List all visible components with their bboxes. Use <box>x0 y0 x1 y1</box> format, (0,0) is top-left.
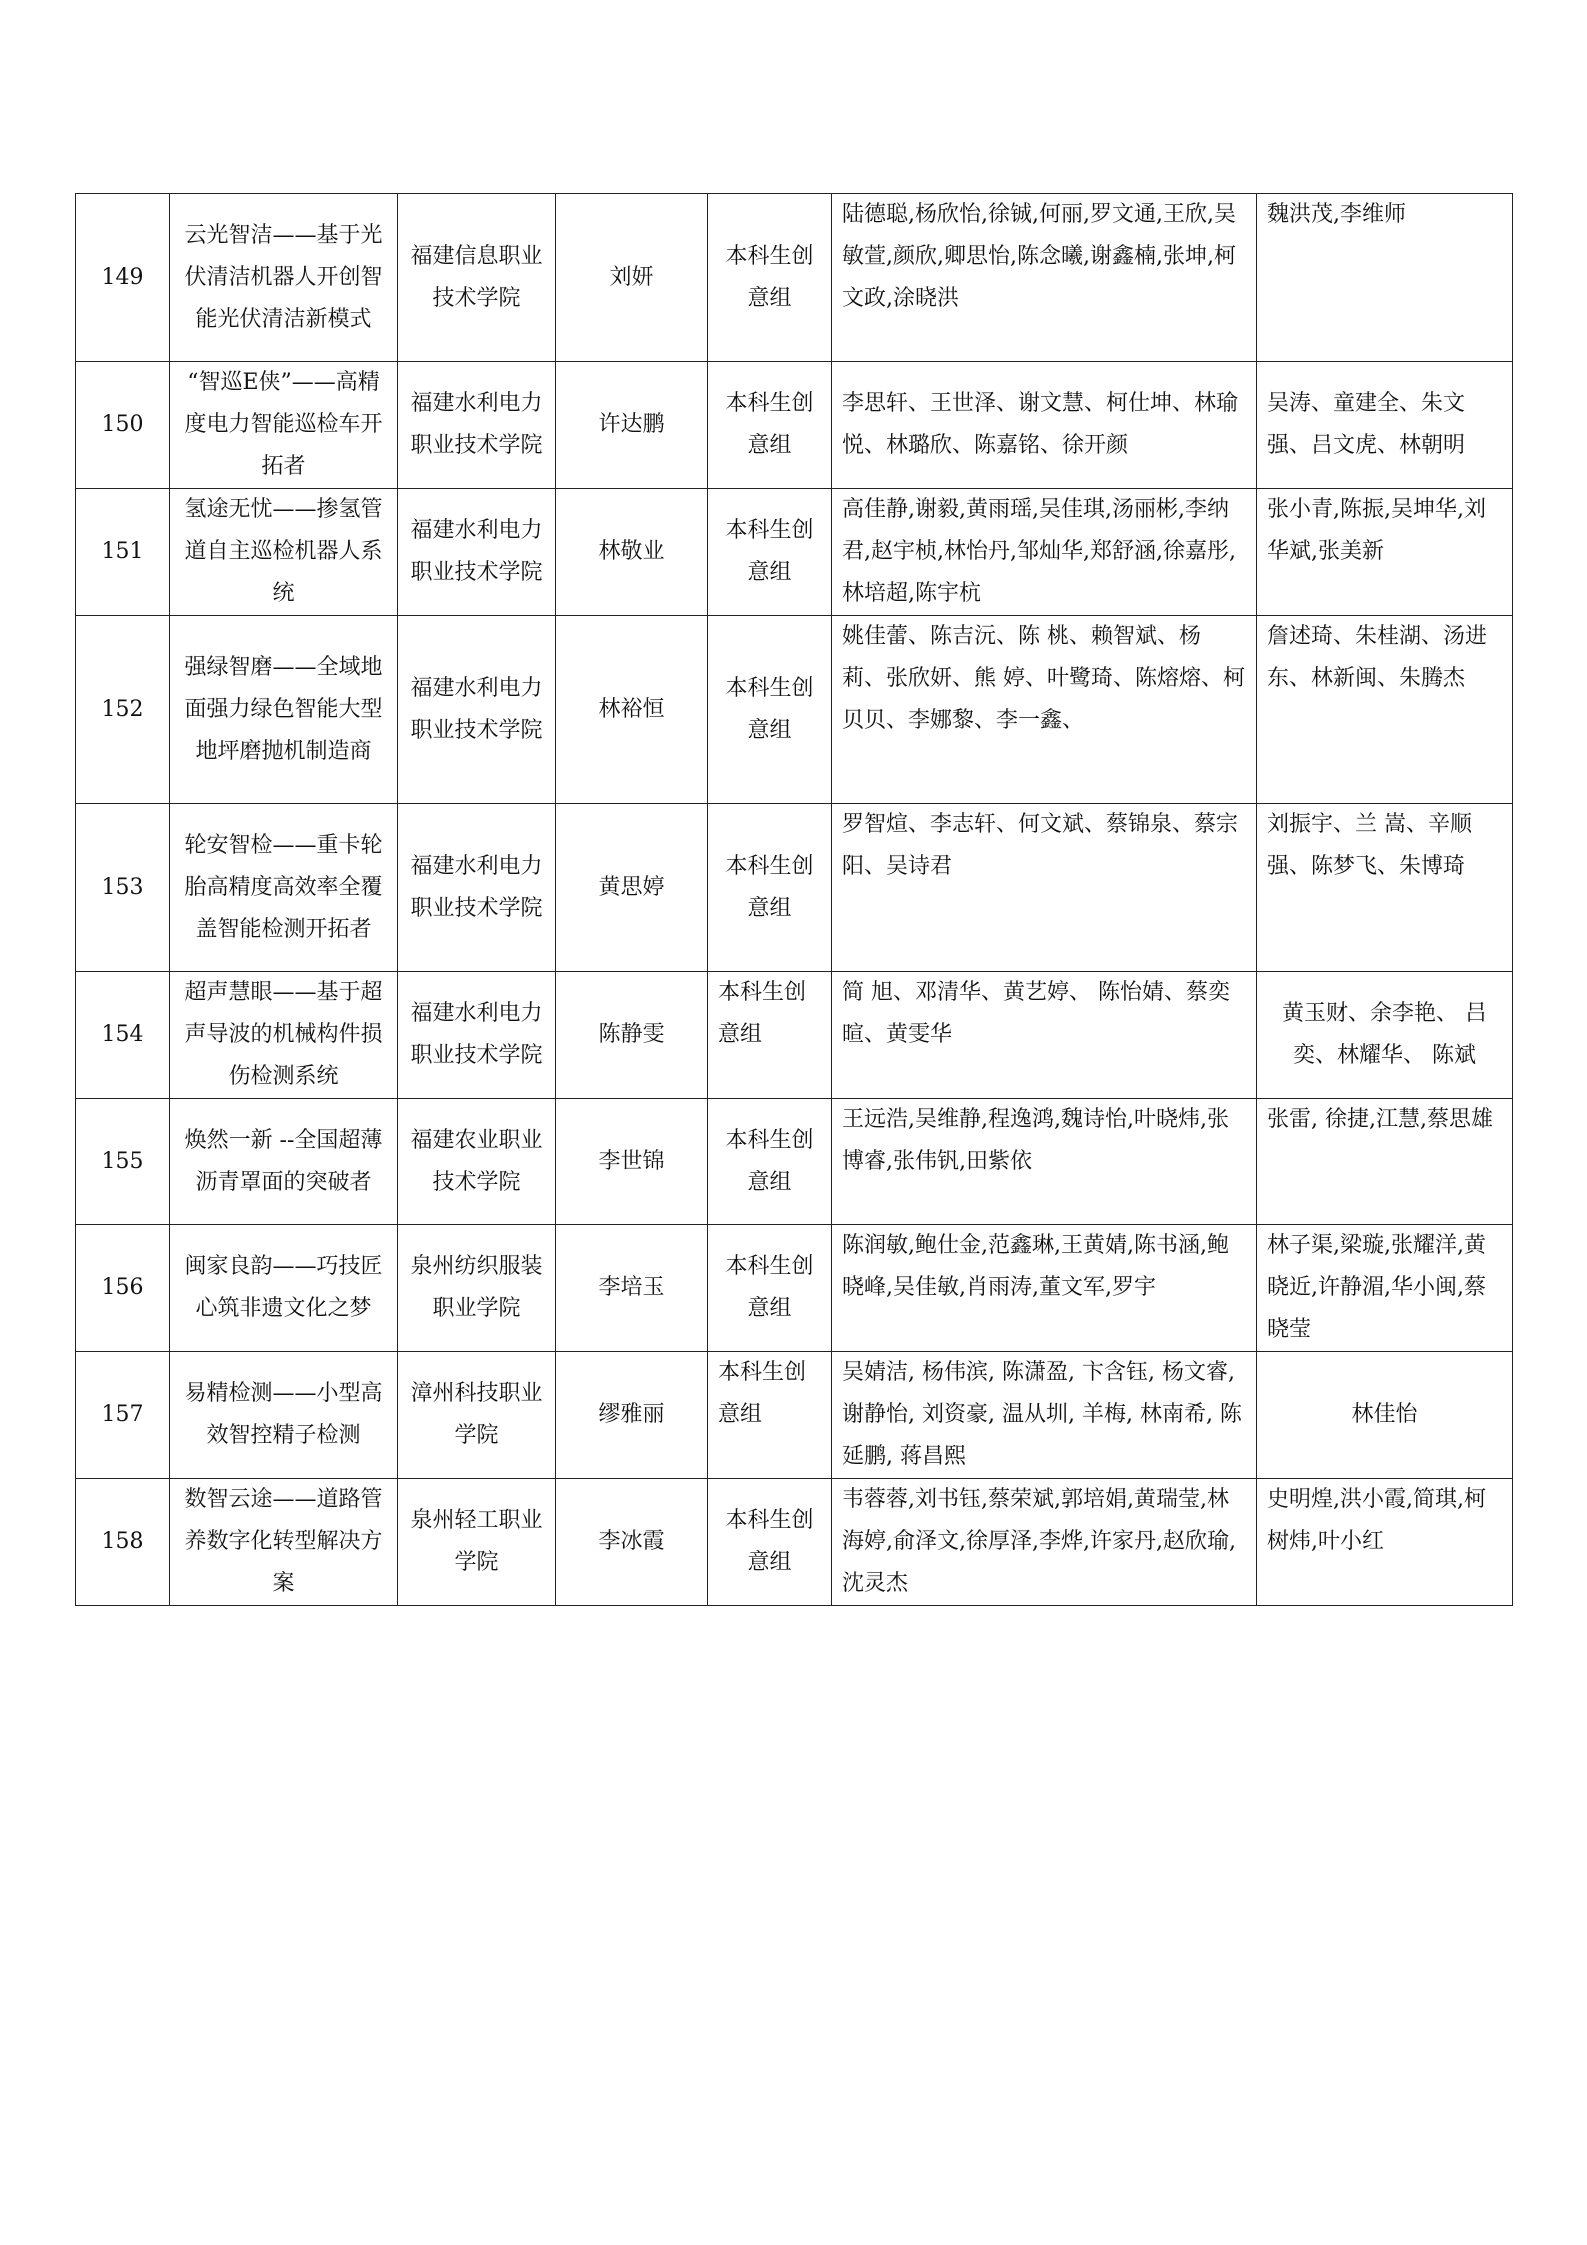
cell-group: 本科生创意组 <box>708 1479 832 1606</box>
cell-project-name: 数智云途——道路管养数字化转型解决方案 <box>170 1479 398 1606</box>
cell-project-name: 氢途无忧——掺氢管道自主巡检机器人系统 <box>170 489 398 616</box>
cell-project-name: 云光智洁——基于光伏清洁机器人开创智能光伏清洁新模式 <box>170 194 398 362</box>
cell-school: 漳州科技职业学院 <box>398 1352 556 1479</box>
table-row <box>76 1352 1513 1479</box>
table-row <box>76 194 1513 362</box>
cell-school: 福建信息职业技术学院 <box>398 194 556 362</box>
cell-number: 151 <box>76 489 170 616</box>
cell-project-name: 易精检测——小型高效智控精子检测 <box>170 1352 398 1479</box>
cell-group: 本科生创意组 <box>708 804 832 972</box>
cell-advisor: 陈静雯 <box>556 972 708 1099</box>
cell-members: 李思轩、王世泽、谢文慧、柯仕坤、林瑜悦、林璐欣、陈嘉铭、徐开颜 <box>832 362 1257 489</box>
cell-project-name: 闽家良韵——巧技匠心筑非遗文化之梦 <box>170 1225 398 1352</box>
cell-group: 本科生创意组 <box>708 972 832 1099</box>
cell-number: 153 <box>76 804 170 972</box>
cell-teachers: 吴涛、童建全、朱文强、吕文虎、林朝明 <box>1257 362 1513 489</box>
cell-members: 韦蓉蓉,刘书钰,蔡荣斌,郭培娟,黄瑞莹,林海婷,俞泽文,徐厚泽,李烨,许家丹,赵欣瑜,沈灵杰 <box>832 1479 1257 1606</box>
table-row <box>76 1099 1513 1225</box>
cell-members: 姚佳蕾、陈吉沅、陈 桃、赖智斌、杨 莉、张欣妍、熊 婷、叶鹭琦、陈熔熔、柯贝贝、李娜黎、李一鑫、 <box>832 616 1257 804</box>
cell-members: 王远浩,吴维静,程逸鸿,魏诗怡,叶晓炜,张博睿,张伟钒,田紫依 <box>832 1099 1257 1225</box>
table-row <box>76 804 1513 972</box>
cell-number: 152 <box>76 616 170 804</box>
cell-school: 福建水利电力职业技术学院 <box>398 616 556 804</box>
cell-advisor: 缪雅丽 <box>556 1352 708 1479</box>
cell-teachers: 刘振宇、兰 嵩、辛顺强、陈梦飞、朱博琦 <box>1257 804 1513 972</box>
cell-group: 本科生创意组 <box>708 1225 832 1352</box>
cell-members: 罗智煊、李志轩、何文斌、蔡锦泉、蔡宗阳、吴诗君 <box>832 804 1257 972</box>
cell-number: 149 <box>76 194 170 362</box>
cell-advisor: 李世锦 <box>556 1099 708 1225</box>
table-row <box>76 489 1513 616</box>
cell-group: 本科生创意组 <box>708 362 832 489</box>
cell-school: 福建水利电力职业技术学院 <box>398 362 556 489</box>
table-row <box>76 972 1513 1099</box>
cell-group: 本科生创意组 <box>708 489 832 616</box>
cell-teachers: 张雷, 徐捷,江慧,蔡思雄 <box>1257 1099 1513 1225</box>
cell-members: 高佳静,谢毅,黄雨瑶,吴佳琪,汤丽彬,李纳君,赵宇桢,林怡丹,邹灿华,郑舒涵,徐嘉彤,林培超,陈宇杭 <box>832 489 1257 616</box>
cell-school: 福建水利电力职业技术学院 <box>398 489 556 616</box>
table-row <box>76 1225 1513 1352</box>
cell-group: 本科生创意组 <box>708 194 832 362</box>
cell-members: 吴婧洁, 杨伟滨, 陈潇盈, 卞含钰, 杨文睿, 谢静怡, 刘资豪, 温从圳, 羊梅, 林南希, 陈延鹏, 蒋昌熙 <box>832 1352 1257 1479</box>
cell-teachers: 詹述琦、朱桂湖、汤进东、林新闽、朱腾杰 <box>1257 616 1513 804</box>
table-row <box>76 362 1513 489</box>
cell-advisor: 林裕恒 <box>556 616 708 804</box>
cell-number: 157 <box>76 1352 170 1479</box>
cell-number: 154 <box>76 972 170 1099</box>
cell-members: 陈润敏,鲍仕金,范鑫琳,王黄婧,陈书涵,鲍晓峰,吴佳敏,肖雨涛,董文军,罗宇 <box>832 1225 1257 1352</box>
cell-school: 泉州纺织服装职业学院 <box>398 1225 556 1352</box>
award-table <box>75 193 1513 1606</box>
table-row <box>76 1479 1513 1606</box>
cell-advisor: 林敬业 <box>556 489 708 616</box>
cell-teachers: 张小青,陈振,吴坤华,刘华斌,张美新 <box>1257 489 1513 616</box>
cell-advisor: 许达鹏 <box>556 362 708 489</box>
cell-group: 本科生创意组 <box>708 1352 832 1479</box>
cell-number: 156 <box>76 1225 170 1352</box>
cell-teachers: 林佳怡 <box>1257 1352 1513 1479</box>
cell-teachers: 魏洪茂,李维师 <box>1257 194 1513 362</box>
cell-advisor: 李冰霞 <box>556 1479 708 1606</box>
cell-project-name: 轮安智检——重卡轮胎高精度高效率全覆盖智能检测开拓者 <box>170 804 398 972</box>
cell-teachers: 史明煌,洪小霞,简琪,柯树炜,叶小红 <box>1257 1479 1513 1606</box>
cell-number: 158 <box>76 1479 170 1606</box>
cell-members: 简 旭、邓清华、黄艺婷、 陈怡婧、蔡奕暄、黄雯华 <box>832 972 1257 1099</box>
cell-advisor: 黄思婷 <box>556 804 708 972</box>
table-row <box>76 616 1513 804</box>
cell-advisor: 刘妍 <box>556 194 708 362</box>
cell-project-name: 焕然一新 --全国超薄沥青罩面的突破者 <box>170 1099 398 1225</box>
cell-school: 福建农业职业技术学院 <box>398 1099 556 1225</box>
cell-teachers: 林子渠,梁璇,张耀洋,黄晓近,许静湄,华小闽,蔡晓莹 <box>1257 1225 1513 1352</box>
cell-school: 福建水利电力职业技术学院 <box>398 804 556 972</box>
cell-number: 155 <box>76 1099 170 1225</box>
cell-project-name: 超声慧眼——基于超声导波的机械构件损伤检测系统 <box>170 972 398 1099</box>
cell-number: 150 <box>76 362 170 489</box>
cell-project-name: 强绿智磨——全域地面强力绿色智能大型地坪磨抛机制造商 <box>170 616 398 804</box>
cell-advisor: 李培玉 <box>556 1225 708 1352</box>
cell-teachers: 黄玉财、余李艳、 吕奕、林耀华、 陈斌 <box>1257 972 1513 1099</box>
cell-members: 陆德聪,杨欣怡,徐铖,何丽,罗文通,王欣,吴敏萱,颜欣,卿思怡,陈念曦,谢鑫楠,张坤,柯文政,涂晓洪 <box>832 194 1257 362</box>
cell-group: 本科生创意组 <box>708 616 832 804</box>
cell-group: 本科生创意组 <box>708 1099 832 1225</box>
cell-school: 福建水利电力职业技术学院 <box>398 972 556 1099</box>
cell-school: 泉州轻工职业学院 <box>398 1479 556 1606</box>
cell-project-name: “智巡E侠”——高精度电力智能巡检车开拓者 <box>170 362 398 489</box>
